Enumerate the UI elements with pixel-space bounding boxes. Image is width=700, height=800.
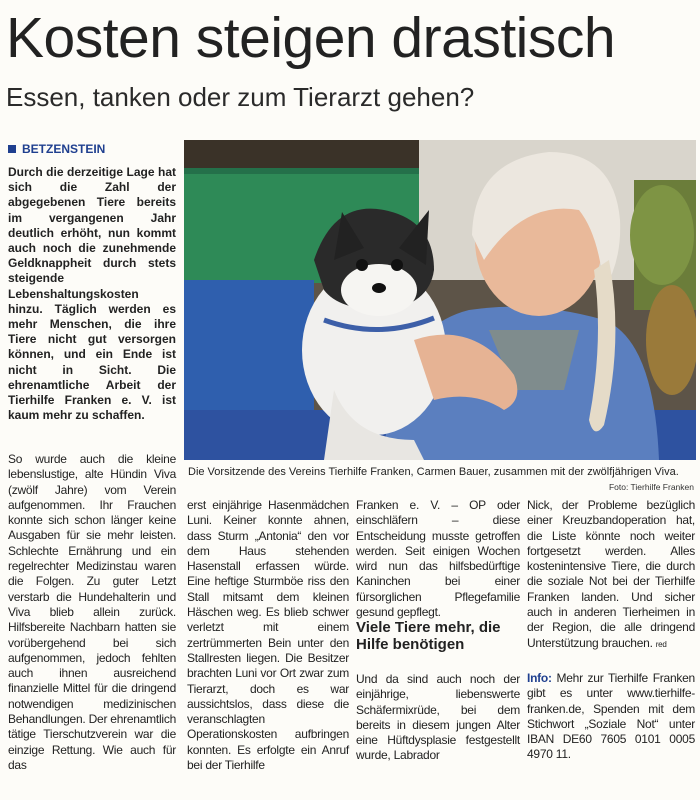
body-column-4	[527, 498, 695, 652]
body-column-3: Franken e. V. – OP oder einschläfern – diese Entscheidung musste getroffen werden. Seit einigen Wochen wird nun das hilfsbedürftige Kaninchen bei einer fürsorglichen Pflegefamilie gesund gepflegt.	[356, 498, 520, 620]
info-box	[527, 671, 695, 763]
body-column-3b: Und da sind auch noch der einjährige, liebenswerte Schäfermixrüde, bei dem bereits in diesem jungen Alter eine Hüftdysplasie festgestellt wurde, Labrador	[356, 672, 520, 763]
subheadline: Essen, tanken oder zum Tierarzt gehen?	[6, 82, 475, 112]
info-label: Info:	[527, 671, 552, 685]
signature: red	[655, 639, 667, 649]
photo-caption: Die Vorsitzende des Vereins Tierhilfe Franken, Carmen Bauer, zusammen mit der zwölfjährigen Viva.	[188, 466, 679, 478]
locator	[8, 142, 105, 156]
square-bullet-icon	[8, 145, 16, 153]
article-photo	[184, 140, 696, 460]
body-column-2: erst einjährige Hasenmädchen Luni. Keiner konnte ahnen, dass Sturm „Antonia“ den vor dem Haus stehenden Hasenstall erfassen würde. Eine heftige Sturmböe riss den Stall mitsamt dem kleinen Häschen weg. Es blieb schwer verletzt mit einem zertrümmerten Bein unter den Stallresten liegen. Die Besitzer brachten Luni vor Ort zwar zum Tierarzt, doch es war aussichtslos, dass diese die veranschlagten Operationskosten aufbringen konnten. Es erfolgte ein Anruf bei der Tierhilfe	[187, 498, 349, 773]
body-column-4-text: Nick, der Probleme bezüglich einer Kreuzbandoperation hat, die Liste könnte noch weiter fortgesetzt werden. Alles kostenintensive Tiere, die durch die soziale Not bei der Tierhilfe Franken landen. Und sicher auch in anderen Tierheimen in der Region, die alle dringend Unterstützung brauchen.	[527, 498, 695, 650]
body-column-1: So wurde auch die kleine lebenslustige, alte Hündin Viva (zwölf Jahre) vom Verein aufgenommen. Ihr Frauchen konnte sich schon länger keine Ausgaben für sie mehr leisten. Schlechte Ernährung und ein regelrechter Medizinstau waren die Folgen. Zu guter Letzt verstarb die Hundehalterin und Viva blieb allein zurück. Hilfsbereite Nachbarn hatten sie vorübergehend bei sich aufgenommen, jedoch fehlten auch ihnen ausreichend finanzielle Mittel für die dringend notwendigen medizinischen Behandlungen. Der ehrenamtlich tätige Tierschutzverein war die einzige Rettung. Wie auch für das	[8, 452, 176, 772]
lead-paragraph: Durch die derzeitige Lage hat sich die Zahl der abgegebenen Tiere bereits im vergangenen Jahr deutlich erhöht, nun kommt auch noch die zunehmende Geldknappheit durch stets steigende Lebenshaltungskosten hinzu. Täglich werden es mehr Menschen, die ihre Tiere nicht gut versorgen können, und ein Ende ist nicht in Sicht. Die ehrenamtliche Arbeit der Tierhilfe Franken e. V. ist kaum mehr zu schaffen.	[8, 165, 176, 423]
locator-text: BETZENSTEIN	[22, 142, 106, 156]
photo-credit: Foto: Tierhilfe Franken	[608, 482, 694, 492]
info-text: Mehr zur Tierhilfe Franken gibt es unter www.tierhilfe-franken.de, Spenden mit dem Stichwort „Soziale Not“ unter IBAN DE60 7605 0101 0005 4970 11.	[527, 671, 695, 762]
headline: Kosten steigen drastisch	[6, 6, 616, 70]
interheadline: Viele Tiere mehr, die Hilfe benötigen	[356, 619, 501, 653]
